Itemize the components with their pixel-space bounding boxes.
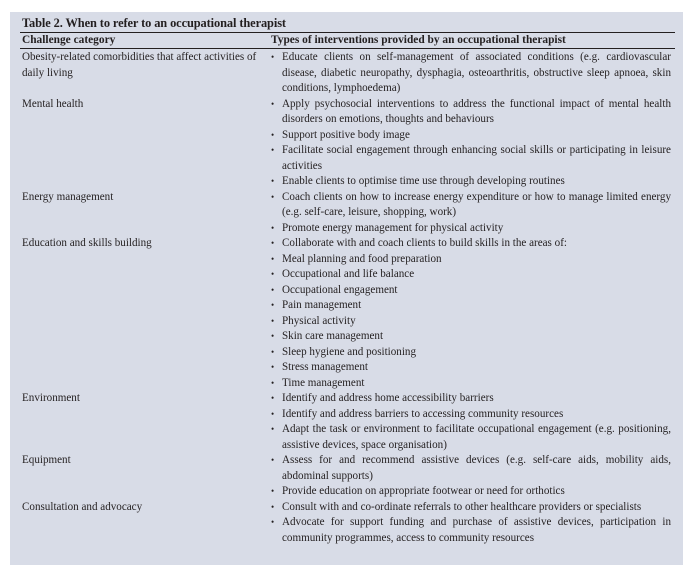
intervention-list — [271, 236, 671, 391]
intervention-item: • Apply psychosocial interventions to address the functional impact of mental health disorders on emotions, thoughts and behaviours — [271, 97, 671, 128]
table-row — [10, 453, 683, 500]
intervention-item: • Pain management — [271, 298, 671, 314]
column-header-interventions: Types of interventions provided by an occupational therapist — [271, 34, 566, 46]
intervention-item: • Occupational and life balance — [271, 267, 671, 283]
table-row — [10, 50, 683, 97]
intervention-item: • Meal planning and food preparation — [271, 252, 671, 268]
table-title: Table 2. When to refer to an occupational therapist — [22, 16, 286, 30]
table-row — [10, 97, 683, 190]
challenge-category: Consultation and advocacy — [22, 500, 143, 513]
table-row — [10, 500, 683, 547]
intervention-item: • Time management — [271, 376, 671, 392]
table-row — [10, 190, 683, 237]
column-header-category: Challenge category — [22, 34, 116, 46]
intervention-list — [271, 391, 671, 453]
intervention-item: • Support positive body image — [271, 128, 671, 144]
intervention-item: • Identify and address home accessibility barriers — [271, 391, 671, 407]
intervention-list — [271, 190, 671, 237]
intervention-item: • Collaborate with and coach clients to build skills in the areas of: — [271, 236, 671, 252]
header-rule — [20, 48, 675, 49]
table-panel — [10, 12, 683, 565]
intervention-item: • Assess for and recommend assistive devices (e.g. self-care aids, mobility aids, abdominal supports) — [271, 453, 671, 484]
intervention-item: • Identify and address barriers to accessing community resources — [271, 407, 671, 423]
table-row — [10, 236, 683, 391]
challenge-category: Education and skills building — [22, 237, 152, 249]
challenge-category: Energy management — [22, 190, 114, 203]
intervention-item: • Enable clients to optimise time use through developing routines — [271, 174, 671, 190]
intervention-item: • Stress management — [271, 360, 671, 376]
top-rule — [20, 32, 675, 33]
intervention-item: • Adapt the task or environment to facilitate occupational engagement (e.g. positioning, assistive devices, space organisation) — [271, 422, 671, 453]
intervention-item: • Skin care management — [271, 329, 671, 345]
intervention-list — [271, 500, 671, 547]
challenge-category: Mental health — [22, 97, 84, 110]
intervention-item: • Provide education on appropriate footwear or need for orthotics — [271, 484, 671, 500]
intervention-item: • Occupational engagement — [271, 283, 671, 299]
intervention-item: • Promote energy management for physical activity — [271, 221, 671, 237]
intervention-item: • Facilitate social engagement through enhancing social skills or participating in leisure activities — [271, 143, 671, 174]
intervention-item: • Physical activity — [271, 314, 671, 330]
intervention-item: • Educate clients on self-management of associated conditions (e.g. cardiovascular disease, diabetic neuropathy, dysphagia, osteoarthritis, obstructive sleep apnoea, skin conditions, lymphoedema) — [271, 50, 671, 97]
intervention-list — [271, 97, 671, 190]
intervention-item: • Sleep hygiene and positioning — [271, 345, 671, 361]
table-body — [10, 50, 683, 546]
intervention-list — [271, 453, 671, 500]
intervention-item: • Consult with and co-ordinate referrals to other healthcare providers or specialists — [271, 500, 671, 516]
challenge-category: Equipment — [22, 454, 71, 466]
challenge-category: Obesity-related comorbidities that affect activities of daily living — [22, 51, 257, 79]
intervention-item: • Advocate for support funding and purchase of assistive devices, participation in community programmes, access to community resources — [271, 515, 671, 546]
intervention-list — [271, 50, 671, 97]
challenge-category: Environment — [22, 392, 80, 404]
intervention-item: • Coach clients on how to increase energy expenditure or how to manage limited energy (e.g. self-care, leisure, shopping, work) — [271, 190, 671, 221]
table-row — [10, 391, 683, 453]
